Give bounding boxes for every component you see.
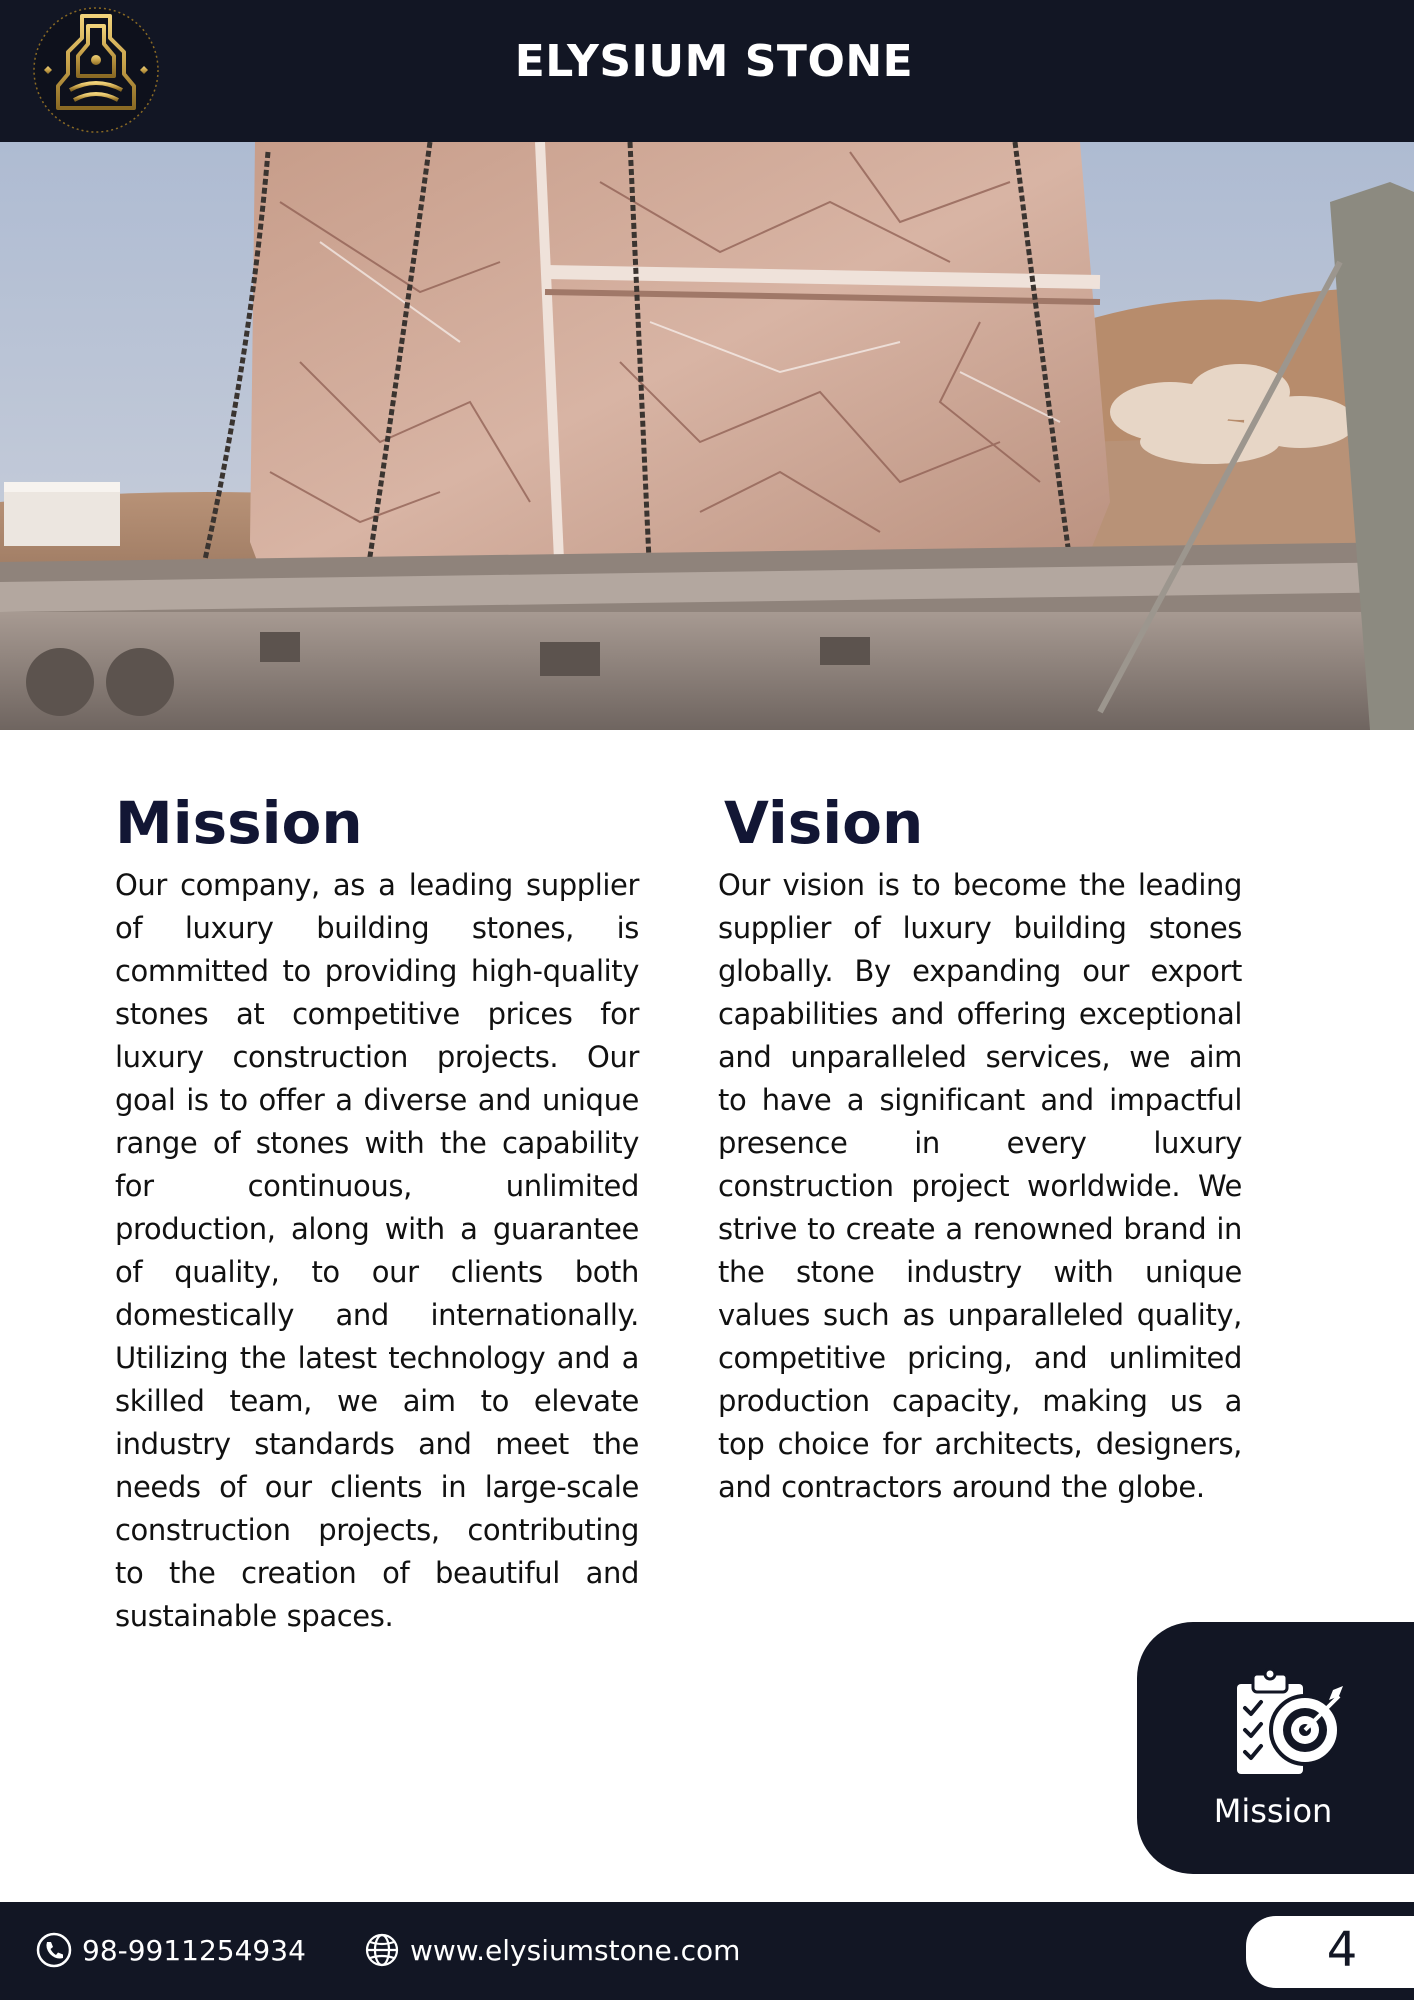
clipboard-target-icon [1229,1664,1347,1782]
globe-icon [364,1932,400,1968]
mission-badge-label: Mission [1213,1792,1333,1830]
marble-block-on-truck-photo [0,142,1414,730]
mission-body: Our company, as a leading supplier of luxury building stones, is committed to providing high-quality stones at competitive prices for luxury construction projects. Our goal is to offer a diverse and unique range of stones with the capability for continuous, unlimited production, along with a guarantee of quality, to our clients both domestically and internationally. Utilizing the latest technology and a skilled team, we aim to elevate industry standards and meet the needs of our clients in large-scale construction projects, contributing to the creation of beautiful and sustainable spaces. [115,868,639,1633]
vision-body: Our vision is to become the leading supplier of luxury building stones globally. By expanding our export capabilities and offering exceptional and unparalleled services, we aim to have a significant and impactful presence in every luxury construction project worldwide. We strive to create a renowned brand in the stone industry with unique values such as unparalleled quality, competitive pricing, and unlimited production capacity, making us a top choice for architects, designers, and contractors around the globe. [718,868,1242,1504]
vision-section [718,788,1242,1509]
page-number-box [1246,1916,1414,1988]
website-url: www.elysiumstone.com [410,1933,741,1967]
page-header [0,0,1414,142]
mission-heading: Mission [115,789,363,857]
page-number: 4 [1326,1922,1358,1978]
phone-contact[interactable] [36,1930,306,1970]
mission-badge [1137,1622,1414,1874]
phone-icon [36,1932,72,1968]
page-footer [0,1902,1414,2000]
brand-title: ELYSIUM STONE [514,36,914,87]
website-contact[interactable] [364,1930,740,1970]
mission-section [115,788,639,1638]
phone-number: 98-9911254934 [82,1933,306,1967]
vision-heading: Vision [724,789,924,857]
